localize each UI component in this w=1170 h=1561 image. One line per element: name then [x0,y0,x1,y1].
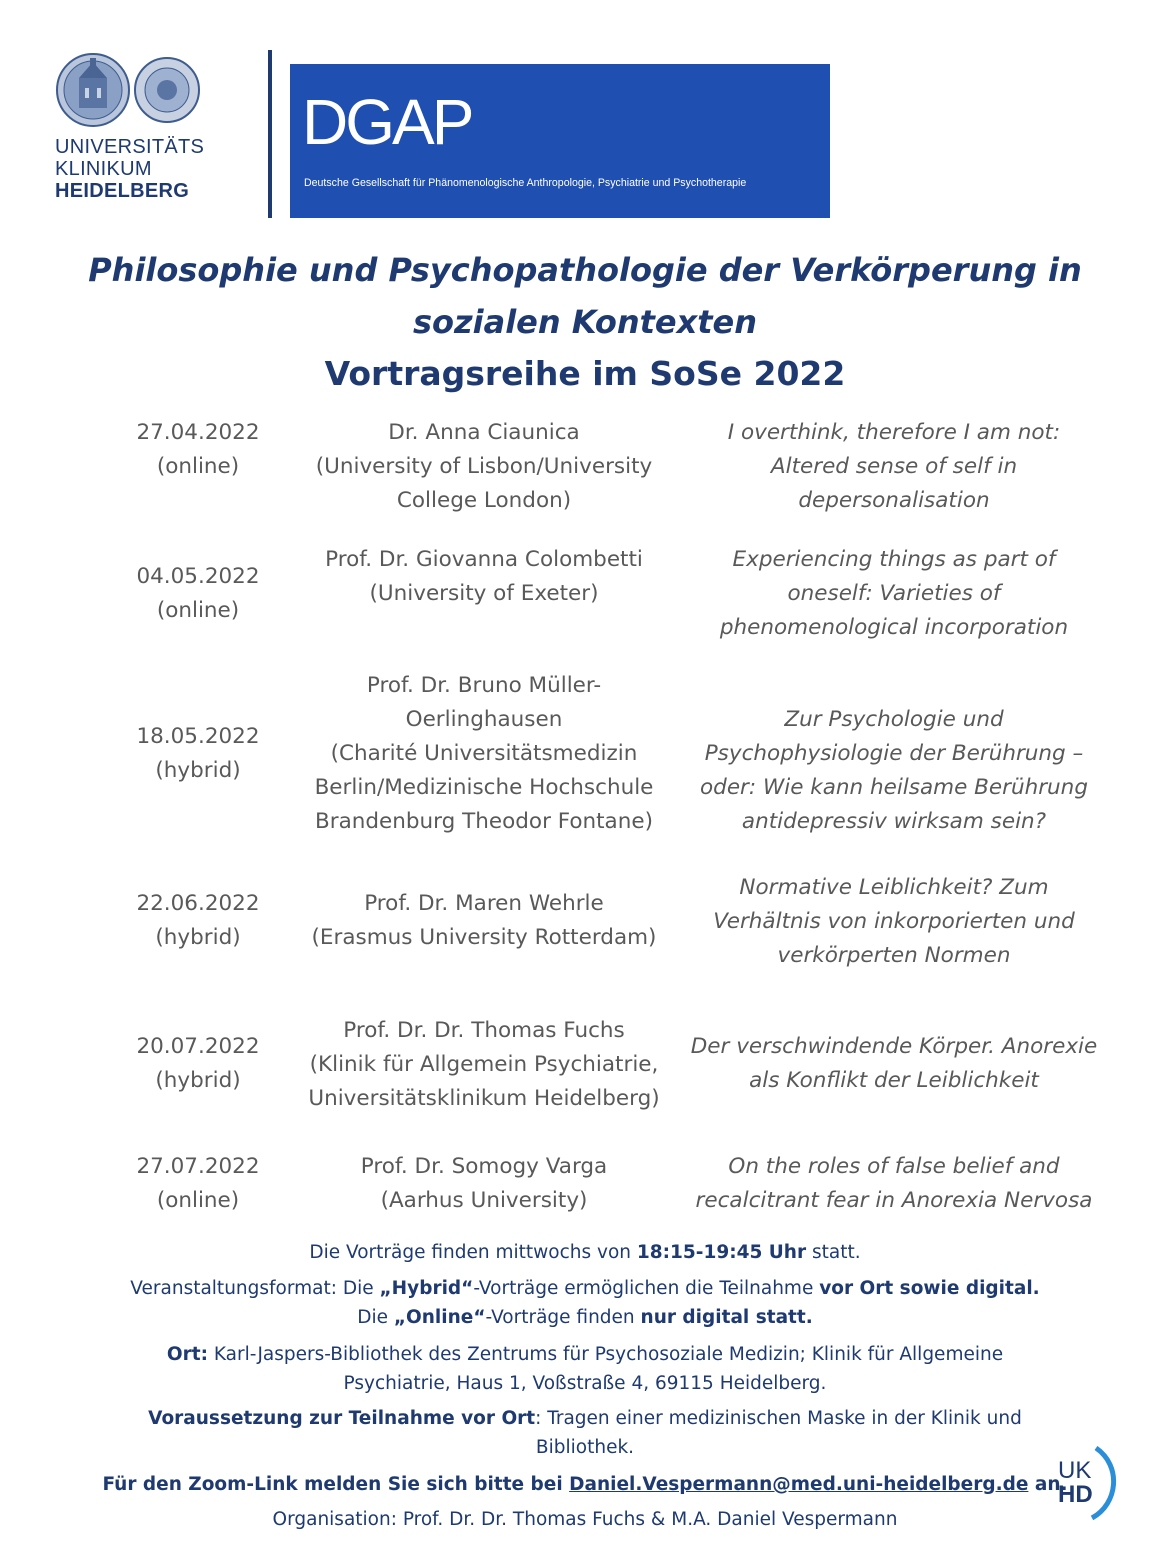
schedule-speaker [290,1150,678,1218]
footer-organisation: Organisation: Prof. Dr. Dr. Thomas Fuchs & M.A. Daniel Vespermann [272,1509,898,1530]
online-end: nur digital statt. [640,1307,813,1328]
topic-line: verkörperten Normen [777,943,1011,968]
req-label: Voraussetzung zur Teilnahme vor Ort [148,1408,536,1429]
speaker-line: Berlin/Medizinische Hochschule [314,775,654,800]
speaker-line: Brandenburg Theodor Fontane) [315,809,653,834]
topic-line: recalcitrant fear in Anorexia Nervosa [695,1188,1093,1213]
zoom-post: an. [1028,1474,1068,1495]
speaker-line: Universitätsklinikum Heidelberg) [308,1086,660,1111]
topic-line: depersonalisation [798,488,990,513]
online-mid: -Vorträge finden [485,1307,641,1328]
schedule-topic [678,543,1110,645]
speaker-line: Prof. Dr. Somogy Varga [360,1154,608,1179]
ort-label: Ort: [166,1344,208,1365]
speaker-line: College London) [396,488,572,513]
time-bold: 18:15-19:45 Uhr [636,1242,807,1263]
speaker-line: Prof. Dr. Giovanna Colombetti [325,547,643,572]
logo-line-1: UNIVERSITÄTS [55,136,205,158]
schedule-date [100,416,296,484]
time-pre: Die Vorträge finden mittwochs von [309,1242,637,1263]
date-text: 27.04.2022 [136,420,260,445]
ukhd-logo-text [55,136,204,202]
format-bold: vor Ort sowie digital. [819,1278,1040,1299]
req-line-1: : Tragen einer medizinischen Maske in der Klinik und [535,1408,1022,1429]
topic-line: oneself: Varieties of [787,581,1001,606]
date-text: 18.05.2022 [136,724,260,749]
speaker-line: Prof. Dr. Bruno Müller- [366,673,602,698]
schedule-date [100,1150,296,1218]
university-seal-icon [135,58,199,122]
date-text: 04.05.2022 [136,564,260,589]
schedule-speaker [290,669,678,839]
speaker-line: (Erasmus University Rotterdam) [311,925,657,950]
dgap-subtitle: Deutsche Gesellschaft für Phänomenologische Anthropologie, Psychiatrie und Psychotherapie [304,177,747,189]
topic-line: antidepressiv wirksam sein? [741,809,1047,834]
heidelberg-church-seal-icon [57,54,129,126]
topic-line: phenomenological incorporation [719,615,1069,640]
footer-format [0,1274,1170,1303]
speaker-line: (University of Lisbon/University [315,454,653,479]
schedule-speaker [290,416,678,518]
topic-line: Psychophysiologie der Berührung – [704,741,1084,766]
topic-line: On the roles of false belief and [728,1154,1060,1179]
topic-line: I overthink, therefore I am not: [727,420,1061,445]
online-bold: „Online“ [393,1307,486,1328]
ort-line-2: Psychiatrie, Haus 1, Voßstraße 4, 69115 Heidelberg. [343,1373,827,1394]
ort-line-1: Karl-Jaspers-Bibliothek des Zentrums für Psychosoziale Medizin; Klinik für Allgemeine [208,1344,1004,1365]
schedule-speaker [290,1014,678,1116]
schedule-topic [678,1030,1110,1098]
format-text: (hybrid) [155,758,241,783]
schedule-speaker [290,887,678,955]
schedule-date [100,720,296,788]
time-post: statt. [806,1242,861,1263]
topic-line: oder: Wie kann heilsame Berührung [700,775,1088,800]
format-pre: Veranstaltungsformat: Die [130,1278,380,1299]
format-hybrid: „Hybrid“ [379,1278,474,1299]
schedule-topic [678,703,1110,839]
topic-line: Verhältnis von inkorporierten und [713,909,1075,934]
dgap-logo [302,86,472,156]
topic-line: Der verschwindende Körper. Anorexie [690,1034,1098,1059]
university-seals [55,52,205,130]
page-subtitle: Vortragsreihe im SoSe 2022 [324,354,846,393]
format-text: (online) [156,1188,240,1213]
speaker-line: Prof. Dr. Maren Wehrle [364,891,604,916]
schedule-topic [678,1150,1110,1218]
topic-line: Altered sense of self in [770,454,1018,479]
topic-line: Normative Leiblichkeit? Zum [739,875,1049,900]
schedule-date [100,1030,296,1098]
speaker-line: (University of Exeter) [369,581,599,606]
schedule-date [100,560,296,628]
date-text: 27.07.2022 [136,1154,260,1179]
speaker-line: Dr. Anna Ciaunica [388,420,580,445]
footer-location [0,1340,1170,1398]
speaker-line: (Klinik für Allgemein Psychiatrie, [309,1052,659,1077]
date-text: 22.06.2022 [136,891,260,916]
speaker-line: Prof. Dr. Dr. Thomas Fuchs [343,1018,625,1043]
page-title-line-2: sozialen Kontexten [412,303,758,341]
speaker-line: (Aarhus University) [380,1188,588,1213]
topic-line: als Konflikt der Leiblichkeit [749,1068,1039,1093]
header-divider [268,50,272,218]
dgap-logo-text: DGAP [302,86,472,156]
ukhd-small-logo [1052,1446,1118,1520]
schedule-date [100,887,296,955]
ukhd-logo-hd: HD [1058,1481,1093,1508]
zoom-email-link[interactable]: Daniel.Vespermann@med.uni-heidelberg.de [569,1474,1029,1495]
online-pre: Die [357,1307,394,1328]
logo-line-3: HEIDELBERG [55,180,190,202]
format-text: (hybrid) [155,925,241,950]
footer-requirement [0,1404,1170,1462]
footer-online [0,1303,1170,1332]
req-line-2: Bibliothek. [535,1437,635,1458]
ukhd-swoosh-icon [1092,1448,1114,1518]
logo-line-2: KLINIKUM [55,158,152,180]
topic-line: Zur Psychologie und [784,707,1004,732]
topic-line: Experiencing things as part of [732,547,1056,572]
date-text: 20.07.2022 [136,1034,260,1059]
page-title-line-1: Philosophie und Psychopathologie der Verkörperung in [88,251,1082,289]
format-text: (online) [156,454,240,479]
format-mid: -Vorträge ermöglichen die Teilnahme [473,1278,820,1299]
dgap-banner [290,64,830,218]
schedule-speaker [290,543,678,611]
speaker-line: (Charité Universitätsmedizin [330,741,638,766]
speaker-line: Oerlinghausen [405,707,563,732]
footer-zoom [0,1470,1170,1499]
format-text: (hybrid) [155,1068,241,1093]
footer-time [0,1238,1170,1267]
format-text: (online) [156,598,240,623]
ukhd-logo-uk: UK [1058,1457,1092,1484]
schedule-topic [678,871,1110,973]
zoom-pre: Für den Zoom-Link melden Sie sich bitte bei [102,1474,570,1495]
schedule-topic [678,416,1110,518]
